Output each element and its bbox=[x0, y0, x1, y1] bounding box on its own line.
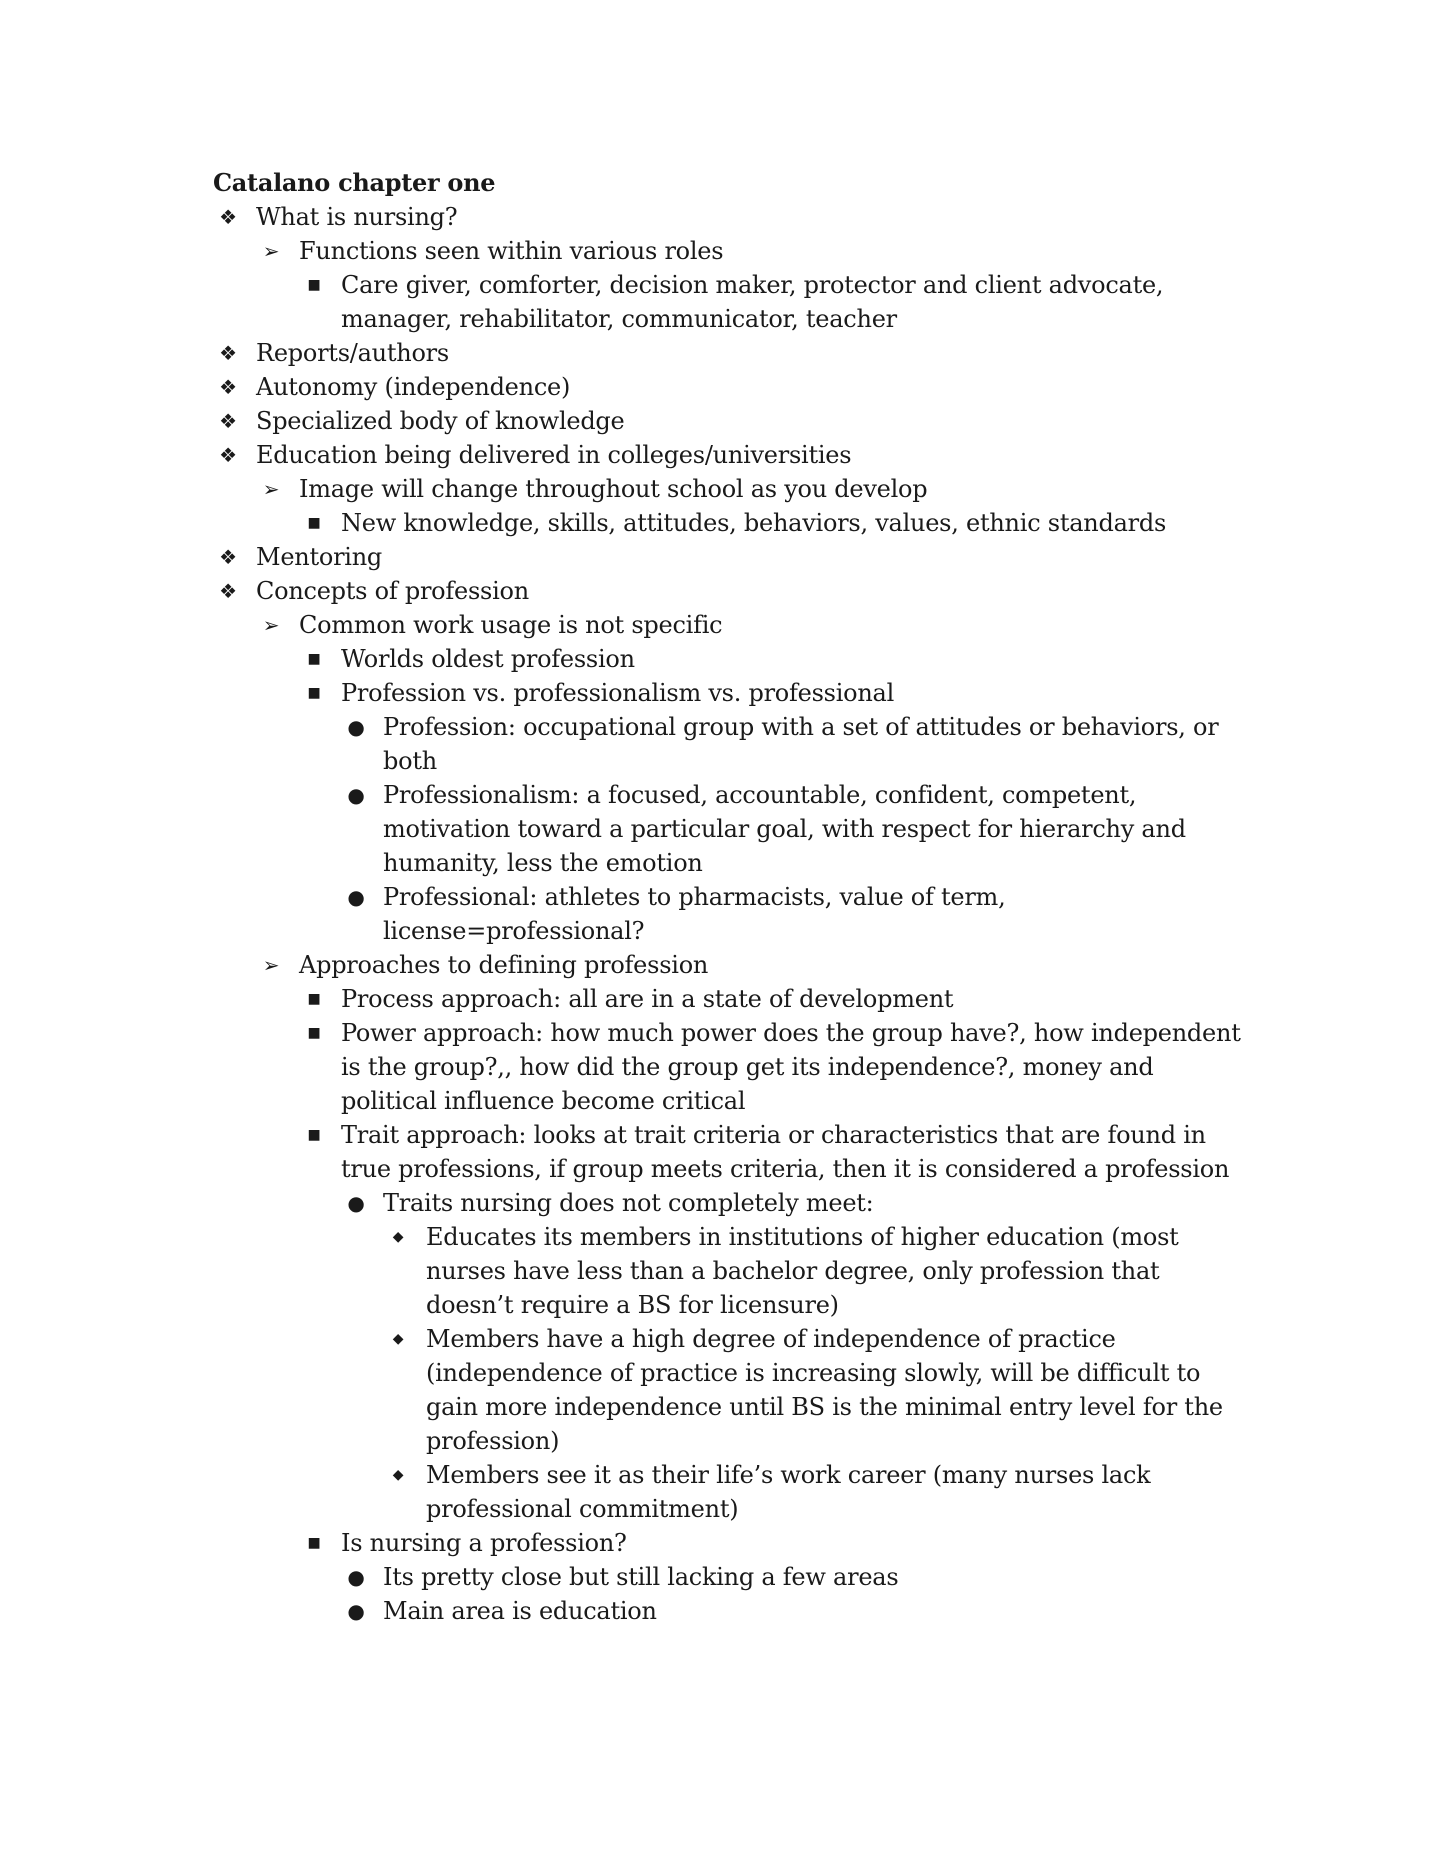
outline-item-text: Approaches to defining profession bbox=[299, 951, 709, 979]
outline-item-text: Mentoring bbox=[256, 543, 383, 571]
outline-item-level-2 bbox=[213, 948, 1253, 982]
outline-item-level-3 bbox=[213, 642, 1253, 676]
outline-item-level-1 bbox=[213, 404, 1253, 438]
outline-item-text: Professional: athletes to pharmacists, value of term, license=professional? bbox=[383, 883, 1006, 945]
small-diamond-bullet-icon: ◆ bbox=[392, 1331, 404, 1347]
outline-item-level-1 bbox=[213, 438, 1253, 472]
outline-item-text: Is nursing a profession? bbox=[341, 1529, 627, 1557]
outline-item-text: New knowledge, skills, attitudes, behaviors, values, ethnic standards bbox=[341, 509, 1167, 537]
diamond-bullet-icon: ❖ bbox=[219, 205, 237, 229]
outline-item-text: Process approach: all are in a state of development bbox=[341, 985, 954, 1013]
outline-item-level-3 bbox=[213, 1118, 1253, 1186]
outline-item-level-4 bbox=[213, 1186, 1253, 1220]
outline-item-level-5 bbox=[213, 1458, 1253, 1526]
square-bullet-icon: ■ bbox=[307, 277, 321, 293]
diamond-bullet-icon: ❖ bbox=[219, 375, 237, 399]
outline-item-text: Educates its members in institutions of higher education (most nurses have less than a bachelor degree, only profession that doesn’t require a BS for licensure) bbox=[426, 1223, 1179, 1319]
outline-item-text: Autonomy (independence) bbox=[256, 373, 571, 401]
outline-item-level-3 bbox=[213, 676, 1253, 710]
dot-bullet-icon: ● bbox=[347, 1191, 365, 1215]
outline-item-level-4 bbox=[213, 710, 1253, 778]
small-diamond-bullet-icon: ◆ bbox=[392, 1467, 404, 1483]
outline-item-text: Concepts of profession bbox=[256, 577, 529, 605]
diamond-bullet-icon: ❖ bbox=[219, 545, 237, 569]
outline-item-level-4 bbox=[213, 880, 1253, 948]
outline-item-level-2 bbox=[213, 472, 1253, 506]
dot-bullet-icon: ● bbox=[347, 885, 365, 909]
diamond-bullet-icon: ❖ bbox=[219, 341, 237, 365]
dot-bullet-icon: ● bbox=[347, 1599, 365, 1623]
outline-item-level-5 bbox=[213, 1322, 1253, 1458]
outline-item-text: Common work usage is not specific bbox=[299, 611, 723, 639]
outline-item-level-1 bbox=[213, 574, 1253, 608]
square-bullet-icon: ■ bbox=[307, 1025, 321, 1041]
small-diamond-bullet-icon: ◆ bbox=[392, 1229, 404, 1245]
outline-item-level-1 bbox=[213, 336, 1253, 370]
outline-item-level-3 bbox=[213, 268, 1253, 336]
diamond-bullet-icon: ❖ bbox=[219, 409, 237, 433]
outline-item-text: Main area is education bbox=[383, 1597, 657, 1625]
outline-item-text: Functions seen within various roles bbox=[299, 237, 724, 265]
arrow-bullet-icon: ➢ bbox=[262, 953, 280, 977]
arrow-bullet-icon: ➢ bbox=[262, 477, 280, 501]
outline-item-text: Care giver, comforter, decision maker, protector and client advocate, manager, rehabilitator, communicator, teacher bbox=[341, 271, 1164, 333]
outline-item-level-1 bbox=[213, 200, 1253, 234]
diamond-bullet-icon: ❖ bbox=[219, 579, 237, 603]
outline-item-text: Traits nursing does not completely meet: bbox=[383, 1189, 874, 1217]
outline-item-level-3 bbox=[213, 506, 1253, 540]
document-content bbox=[213, 166, 1253, 1628]
outline-item-text: Profession vs. professionalism vs. professional bbox=[341, 679, 895, 707]
outline-item-level-4 bbox=[213, 1560, 1253, 1594]
outline-item-text: Education being delivered in colleges/universities bbox=[256, 441, 852, 469]
outline-list bbox=[213, 200, 1253, 1628]
arrow-bullet-icon: ➢ bbox=[262, 613, 280, 637]
outline-item-level-4 bbox=[213, 1594, 1253, 1628]
outline-item-level-3 bbox=[213, 1526, 1253, 1560]
outline-item-text: Members have a high degree of independence of practice (independence of practice is increasing slowly, will be difficult to gain more independence until BS is the minimal entry level for the profession) bbox=[426, 1325, 1223, 1455]
outline-item-text: Specialized body of knowledge bbox=[256, 407, 625, 435]
document-title: Catalano chapter one bbox=[213, 168, 496, 197]
outline-item-text: Worlds oldest profession bbox=[341, 645, 635, 673]
diamond-bullet-icon: ❖ bbox=[219, 443, 237, 467]
outline-item-level-4 bbox=[213, 778, 1253, 880]
square-bullet-icon: ■ bbox=[307, 651, 321, 667]
dot-bullet-icon: ● bbox=[347, 1565, 365, 1589]
outline-item-text: Reports/authors bbox=[256, 339, 449, 367]
outline-item-level-5 bbox=[213, 1220, 1253, 1322]
square-bullet-icon: ■ bbox=[307, 1535, 321, 1551]
outline-item-level-1 bbox=[213, 540, 1253, 574]
outline-item-text: Image will change throughout school as you develop bbox=[299, 475, 928, 503]
outline-item-text: Professionalism: a focused, accountable, confident, competent, motivation toward a particular goal, with respect for hierarchy and humanity, less the emotion bbox=[383, 781, 1186, 877]
outline-item-level-2 bbox=[213, 234, 1253, 268]
square-bullet-icon: ■ bbox=[307, 685, 321, 701]
outline-item-text: Power approach: how much power does the group have?, how independent is the group?,, how did the group get its independence?, money and political influence become critical bbox=[341, 1019, 1241, 1115]
outline-item-text: What is nursing? bbox=[256, 203, 458, 231]
outline-item-text: Members see it as their life’s work career (many nurses lack professional commitment) bbox=[426, 1461, 1151, 1523]
outline-item-level-3 bbox=[213, 982, 1253, 1016]
square-bullet-icon: ■ bbox=[307, 991, 321, 1007]
square-bullet-icon: ■ bbox=[307, 515, 321, 531]
outline-item-level-3 bbox=[213, 1016, 1253, 1118]
outline-item-level-2 bbox=[213, 608, 1253, 642]
outline-item-text: Profession: occupational group with a set of attitudes or behaviors, or both bbox=[383, 713, 1219, 775]
dot-bullet-icon: ● bbox=[347, 715, 365, 739]
outline-item-text: Trait approach: looks at trait criteria or characteristics that are found in true professions, if group meets criteria, then it is considered a profession bbox=[341, 1121, 1230, 1183]
dot-bullet-icon: ● bbox=[347, 783, 365, 807]
outline-item-level-1 bbox=[213, 370, 1253, 404]
arrow-bullet-icon: ➢ bbox=[262, 239, 280, 263]
outline-item-text: Its pretty close but still lacking a few areas bbox=[383, 1563, 899, 1591]
square-bullet-icon: ■ bbox=[307, 1127, 321, 1143]
